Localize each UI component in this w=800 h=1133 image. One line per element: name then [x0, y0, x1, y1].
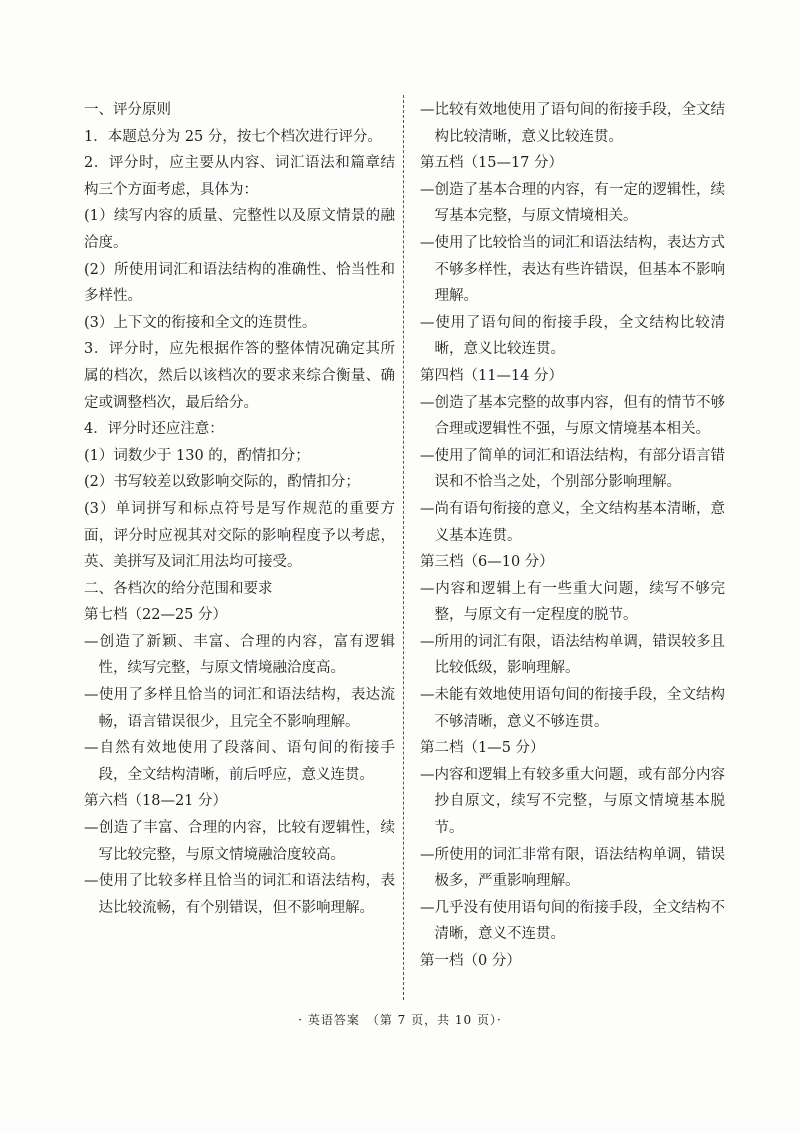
- right-column-heading: 第二档（1—5 分）: [420, 740, 545, 757]
- left-column-heading: 二、各档次的给分范围和要求: [84, 580, 273, 597]
- left-column-paragraph: (2）所使用词汇和语法结构的准确性、恰当性和多样性。: [84, 261, 395, 305]
- left-column-paragraph: (2）书写较差以致影响交际的，酌情扣分；: [84, 474, 360, 491]
- right-column-paragraph: —使用了比较恰当的词汇和语法结构，表达方式不够多样性，表达有些许错误，但基本不影响理解。: [420, 234, 725, 305]
- right-column-heading: 第五档（15—17 分）: [420, 155, 564, 172]
- left-column-paragraph: (1）续写内容的质量、完整性以及原文情景的融洽度。: [84, 208, 395, 251]
- column-divider: [403, 95, 404, 1000]
- left-column-paragraph: —自然有效地使用了段落间、语句间的衔接手段，全文结构清晰，前后呼应，意义连贯。: [84, 740, 395, 783]
- right-column-paragraph: —内容和逻辑上有一些重大问题，续写不够完整，与原文有一定程度的脱节。: [420, 580, 725, 624]
- right-column-paragraph: —使用了语句间的衔接手段，全文结构比较清晰，意义比较连贯。: [420, 314, 725, 358]
- left-column-paragraph: —创造了新颖、丰富、合理的内容，富有逻辑性，续写完整，与原文情境融洽度高。: [84, 633, 395, 677]
- left-column-paragraph: (3）上下文的衔接和全文的连贯性。: [84, 314, 317, 331]
- right-column-paragraph: —尚有语句衔接的意义，全文结构基本清晰，意义基本连贯。: [420, 500, 725, 544]
- left-column-paragraph: —创造了丰富、合理的内容，比较有逻辑性，续写比较完整，与原文情境融洽度较高。: [84, 820, 395, 863]
- right-column-paragraph: —所使用的词汇非常有限，语法结构单调，错误极多，严重影响理解。: [420, 846, 725, 890]
- right-column-paragraph: —比较有效地使用了语句间的衔接手段，全文结构比较清晰，意义比较连贯。: [420, 102, 725, 145]
- left-column-heading: 一、评分原则: [84, 102, 171, 118]
- left-column-paragraph: (1）词数少于 130 的，酌情扣分；: [84, 447, 310, 464]
- right-column-paragraph: —未能有效地使用语句间的衔接手段，全文结构不够清晰，意义不够连贯。: [420, 687, 725, 730]
- left-column-heading: 第六档（18—21 分）: [84, 793, 228, 810]
- left-column-paragraph: —使用了多样且恰当的词汇和语法结构，表达流畅，语言错误很少，且完全不影响理解。: [84, 687, 395, 730]
- right-column-heading: 第四档（11—14 分）: [420, 367, 564, 384]
- left-column-paragraph: 3．评分时，应先根据作答的整体情况确定其所属的档次，然后以该档次的要求来综合衡量、确定或调整档次，最后给分。: [84, 341, 395, 411]
- left-column-paragraph: 1．本题总分为 25 分，按七个档次进行评分。: [84, 128, 382, 145]
- right-column-heading: 第三档（6—10 分）: [420, 554, 554, 571]
- left-column-paragraph: 2．评分时，应主要从内容、词汇语法和篇章结构三个方面考虑，具体为：: [84, 155, 395, 198]
- right-column-paragraph: —创造了基本完整的故事内容，但有的情节不够合理或逻辑性不强，与原文情境基本相关。: [420, 394, 725, 438]
- right-column-paragraph: —使用了简单的词汇和语法结构，有部分语言错误和不恰当之处，个别部分影响理解。: [420, 447, 725, 491]
- right-column: [420, 97, 725, 975]
- left-column-paragraph: (3）单词拼写和标点符号是写作规范的重要方面，评分时应视其对交际的影响程度予以考虑，英、美拼写及词汇用法均可接受。: [84, 500, 395, 571]
- right-column-heading: 第一档（0 分）: [420, 953, 521, 969]
- left-column-paragraph: 4．评分时还应注意：: [84, 421, 224, 438]
- right-column-paragraph: —创造了基本合理的内容，有一定的逻辑性，续写基本完整，与原文情境相关。: [420, 181, 725, 225]
- page-footer: · 英语答案 （第 7 页，共 10 页）·: [298, 1013, 502, 1027]
- right-column-paragraph: —几乎没有使用语句间的衔接手段，全文结构不清晰，意义不连贯。: [420, 899, 725, 943]
- left-column: [84, 97, 395, 921]
- right-column-paragraph: —所用的词汇有限，语法结构单调，错误较多且比较低级，影响理解。: [420, 633, 725, 677]
- left-column-paragraph: —使用了比较多样且恰当的词汇和语法结构，表达比较流畅，有个别错误，但不影响理解。: [84, 873, 395, 916]
- right-column-paragraph: —内容和逻辑上有较多重大问题，或有部分内容抄自原文，续写不完整，与原文情境基本脱节。: [420, 766, 725, 837]
- left-column-heading: 第七档（22—25 分）: [84, 607, 228, 624]
